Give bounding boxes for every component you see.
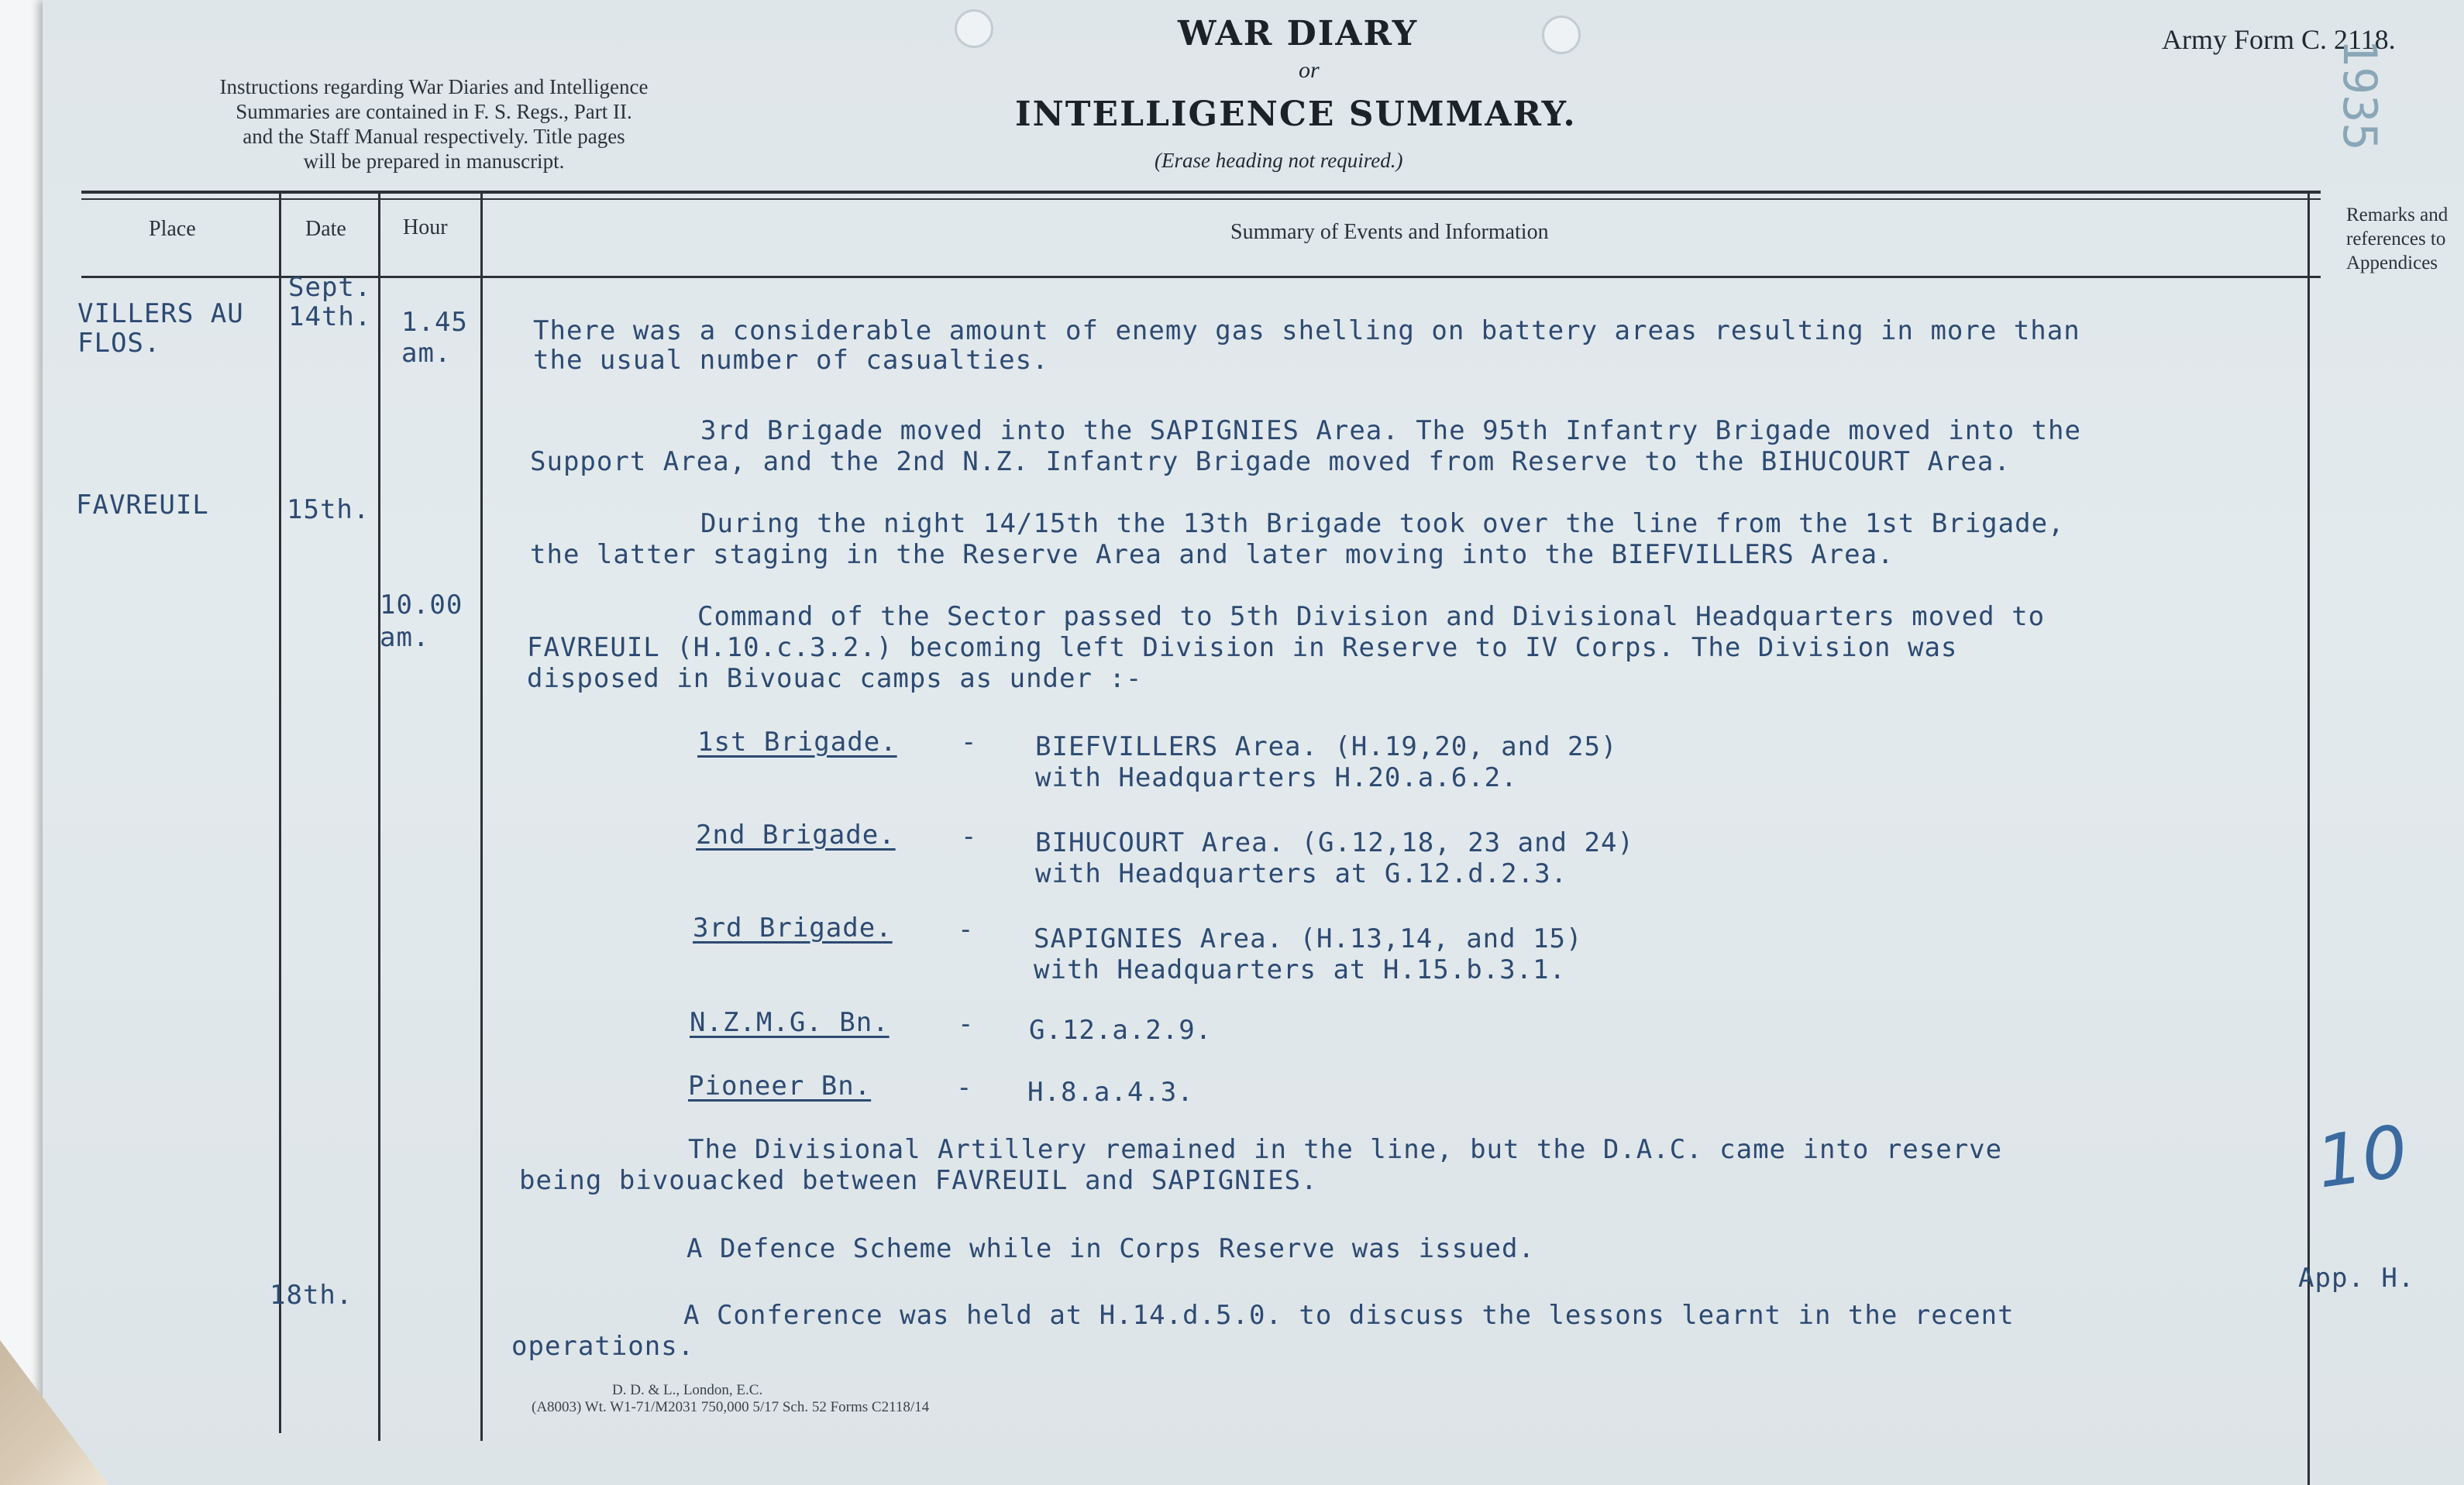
date-entry-sept-14 bbox=[288, 273, 371, 332]
hour-line: am. bbox=[401, 338, 452, 369]
table-top-rule-thin bbox=[81, 198, 2321, 200]
summary-line: the usual number of casualties. bbox=[533, 345, 1049, 376]
summary-paragraph-night-relief bbox=[530, 508, 2065, 570]
col-divider-date bbox=[378, 194, 380, 1441]
summary-paragraph-command-passed bbox=[527, 601, 2045, 694]
col-header-remarks bbox=[2346, 203, 2448, 275]
unit-name: 1st Brigade. bbox=[697, 727, 897, 758]
hour-entry-2 bbox=[380, 589, 463, 654]
place-entry-favreuil: FAVREUIL bbox=[76, 490, 209, 521]
unit-dash: - bbox=[958, 914, 975, 945]
summary-line: A Conference was held at H.14.d.5.0. to discuss the lessons learnt in the recent bbox=[683, 1300, 2015, 1331]
unit-name: N.Z.M.G. Bn. bbox=[690, 1007, 890, 1038]
table-top-rule bbox=[81, 191, 2321, 194]
unit-location-line: BIHUCOURT Area. (G.12,18, 23 and 24) bbox=[1035, 827, 1634, 858]
unit-location-line: with Headquarters H.20.a.6.2. bbox=[1035, 762, 1518, 793]
unit-location-nzmg-bn: G.12.a.2.9. bbox=[1029, 1015, 1213, 1046]
col-header-place: Place bbox=[149, 217, 196, 241]
unit-location-pioneer-bn: H.8.a.4.3. bbox=[1027, 1077, 1194, 1108]
place-line: VILLERS AU bbox=[77, 298, 244, 329]
summary-paragraph-brigade-moves bbox=[530, 415, 2081, 477]
col-header-summary: Summary of Events and Information bbox=[1230, 220, 1549, 244]
summary-line: FAVREUIL (H.10.c.3.2.) becoming left Division in Reserve to IV Corps. The Division was bbox=[527, 632, 1958, 663]
unit-location-line: with Headquarters at H.15.b.3.1. bbox=[1034, 954, 1567, 985]
hour-line: am. bbox=[380, 622, 430, 653]
summary-paragraph-defence-scheme: A Defence Scheme while in Corps Reserve was issued. bbox=[687, 1233, 1535, 1264]
unit-location-2nd-brigade bbox=[1035, 827, 1634, 889]
unit-name-pioneer-bn bbox=[688, 1071, 871, 1102]
handwritten-page-number: 10 bbox=[2311, 1109, 2413, 1205]
unit-name-nzmg-bn bbox=[690, 1007, 890, 1038]
title-or: or bbox=[1299, 57, 1320, 83]
hour-entry-1 bbox=[401, 307, 468, 369]
unit-location-line: with Headquarters at G.12.d.2.3. bbox=[1035, 858, 1568, 889]
remarks-appendix-ref: App. H. bbox=[2298, 1263, 2415, 1294]
date-line: 14th. bbox=[288, 301, 372, 332]
summary-paragraph-gas-shelling bbox=[533, 316, 2080, 375]
punch-hole-left bbox=[955, 9, 993, 48]
col-header-hour: Hour bbox=[403, 215, 448, 239]
unit-dash: - bbox=[961, 727, 978, 758]
unit-location-3rd-brigade bbox=[1034, 923, 1583, 985]
instruction-line: Instructions regarding War Diaries and Intelligence bbox=[219, 75, 649, 98]
unit-name-3rd-brigade bbox=[693, 913, 893, 944]
title-intelligence-summary: INTELLIGENCE SUMMARY. bbox=[1015, 95, 1577, 134]
summary-paragraph-artillery bbox=[519, 1134, 2002, 1196]
remarks-line: references to bbox=[2346, 229, 2446, 249]
place-entry-villers bbox=[77, 299, 244, 358]
summary-line: 3rd Brigade moved into the SAPIGNIES Area. The 95th Infantry Brigade moved into the bbox=[700, 415, 2081, 446]
col-divider-hour bbox=[480, 194, 483, 1441]
unit-name-1st-brigade bbox=[697, 727, 897, 758]
unit-dash: - bbox=[958, 1009, 975, 1040]
form-imprint: (A8003) Wt. W1-71/M2031 750,000 5/17 Sch. 52 Forms C2118/14 bbox=[532, 1399, 930, 1415]
date-line: Sept. bbox=[288, 272, 372, 303]
unit-name: 2nd Brigade. bbox=[696, 820, 896, 851]
unit-name: 3rd Brigade. bbox=[693, 913, 893, 944]
title-war-diary: WAR DIARY bbox=[1178, 14, 1419, 53]
summary-line: operations. bbox=[511, 1331, 695, 1362]
printer-imprint: D. D. & L., London, E.C. bbox=[612, 1382, 763, 1398]
erase-note: (Erase heading not required.) bbox=[1155, 149, 1403, 172]
summary-line: There was a considerable amount of enemy gas shelling on battery areas resulting in more than bbox=[533, 315, 2080, 346]
hour-line: 10.00 bbox=[380, 590, 463, 620]
summary-line: Command of the Sector passed to 5th Division and Divisional Headquarters moved to bbox=[697, 601, 2046, 632]
unit-location-1st-brigade bbox=[1035, 731, 1617, 793]
header-bottom-rule bbox=[81, 276, 2321, 278]
instruction-line: will be prepared in manuscript. bbox=[303, 150, 565, 173]
date-entry-18th: 18th. bbox=[270, 1280, 353, 1311]
place-line: FLOS. bbox=[77, 328, 161, 359]
punch-hole-right bbox=[1542, 15, 1581, 54]
instruction-line: and the Staff Manual respectively. Title pages bbox=[243, 125, 625, 148]
instructions-block bbox=[139, 74, 728, 174]
hour-line: 1.45 bbox=[401, 307, 468, 338]
remarks-line: Remarks and bbox=[2346, 205, 2449, 225]
summary-line: The Divisional Artillery remained in the line, but the D.A.C. came into reserve bbox=[688, 1134, 2003, 1165]
summary-paragraph-conference bbox=[511, 1300, 2015, 1362]
summary-line: Support Area, and the 2nd N.Z. Infantry Brigade moved from Reserve to the BIHUCOURT Area. bbox=[530, 446, 2011, 477]
unit-name-2nd-brigade bbox=[696, 820, 896, 851]
unit-dash: - bbox=[956, 1072, 973, 1103]
col-divider-place bbox=[279, 194, 281, 1433]
remarks-line: Appendices bbox=[2346, 253, 2438, 273]
page-edge bbox=[0, 0, 43, 1485]
summary-line: being bivouacked between FAVREUIL and SAPIGNIES. bbox=[519, 1165, 1318, 1196]
army-form-number: Army Form C. 2118. bbox=[2162, 24, 2396, 55]
archive-stamp: 1935 bbox=[2332, 39, 2387, 151]
summary-line: During the night 14/15th the 13th Brigade took over the line from the 1st Brigade, bbox=[700, 508, 2065, 539]
unit-dash: - bbox=[961, 821, 978, 852]
summary-line: disposed in Bivouac camps as under :- bbox=[527, 663, 1143, 694]
unit-location-line: SAPIGNIES Area. (H.13,14, and 15) bbox=[1034, 923, 1583, 954]
unit-name: Pioneer Bn. bbox=[688, 1071, 872, 1102]
unit-location-line: BIEFVILLERS Area. (H.19,20, and 25) bbox=[1035, 731, 1618, 762]
instruction-line: Summaries are contained in F. S. Regs., Part II. bbox=[236, 100, 632, 123]
date-entry-15th: 15th. bbox=[287, 494, 370, 525]
col-header-date: Date bbox=[305, 217, 346, 241]
summary-line: the latter staging in the Reserve Area and later moving into the BIEFVILLERS Area. bbox=[530, 539, 1894, 570]
